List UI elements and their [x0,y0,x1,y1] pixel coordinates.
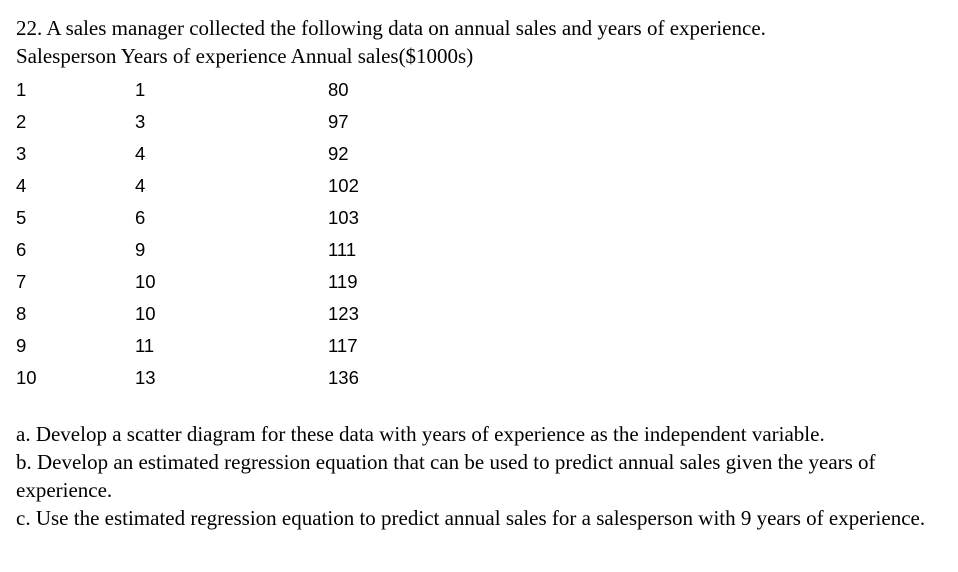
table-row [16,298,428,330]
table-row [16,106,428,138]
question-c: c. Use the estimated regression equation to predict annual sales for a salesperson with 9 years of experience. [16,506,926,530]
table-row [16,330,428,362]
years-cell: 11 [135,335,155,356]
years-cell: 6 [135,207,146,228]
salesperson-cell: 8 [16,303,27,324]
salesperson-cell: 1 [16,79,27,100]
salesperson-cell: 7 [16,271,27,292]
table-row [16,266,428,298]
salesperson-cell: 9 [16,335,27,356]
question-a: a. Develop a scatter diagram for these data with years of experience as the independent variable. [16,422,825,446]
sales-cell: 119 [328,271,358,292]
years-cell: 4 [135,143,146,164]
sales-cell: 136 [328,367,359,388]
questions [16,420,946,532]
years-cell: 9 [135,239,146,260]
years-cell: 10 [135,303,156,324]
salesperson-cell: 5 [16,207,27,228]
sales-cell: 111 [328,239,357,260]
table-row [16,202,428,234]
salesperson-cell: 3 [16,143,27,164]
sales-cell: 117 [328,335,358,356]
problem-document [16,14,946,532]
salesperson-cell: 10 [16,367,37,388]
table-row [16,362,428,394]
sales-cell: 102 [328,175,359,196]
question-b: b. Develop an estimated regression equation that can be used to predict annual sales given the years of experience. [16,450,876,502]
years-cell: 3 [135,111,146,132]
years-cell: 4 [135,175,146,196]
sales-cell: 92 [328,143,349,164]
table-header: Salesperson Years of experience Annual sales($1000s) [16,44,474,68]
sales-cell: 97 [328,111,349,132]
salesperson-cell: 6 [16,239,27,260]
years-cell: 1 [135,79,146,100]
data-table [16,74,428,394]
problem-title: 22. A sales manager collected the following data on annual sales and years of experience. [16,16,766,40]
table-row [16,74,428,106]
sales-cell: 103 [328,207,359,228]
salesperson-cell: 4 [16,175,27,196]
sales-cell: 80 [328,79,349,100]
years-cell: 10 [135,271,156,292]
years-cell: 13 [135,367,156,388]
table-row [16,234,428,266]
table-row [16,138,428,170]
sales-cell: 123 [328,303,359,324]
table-row [16,170,428,202]
salesperson-cell: 2 [16,111,27,132]
